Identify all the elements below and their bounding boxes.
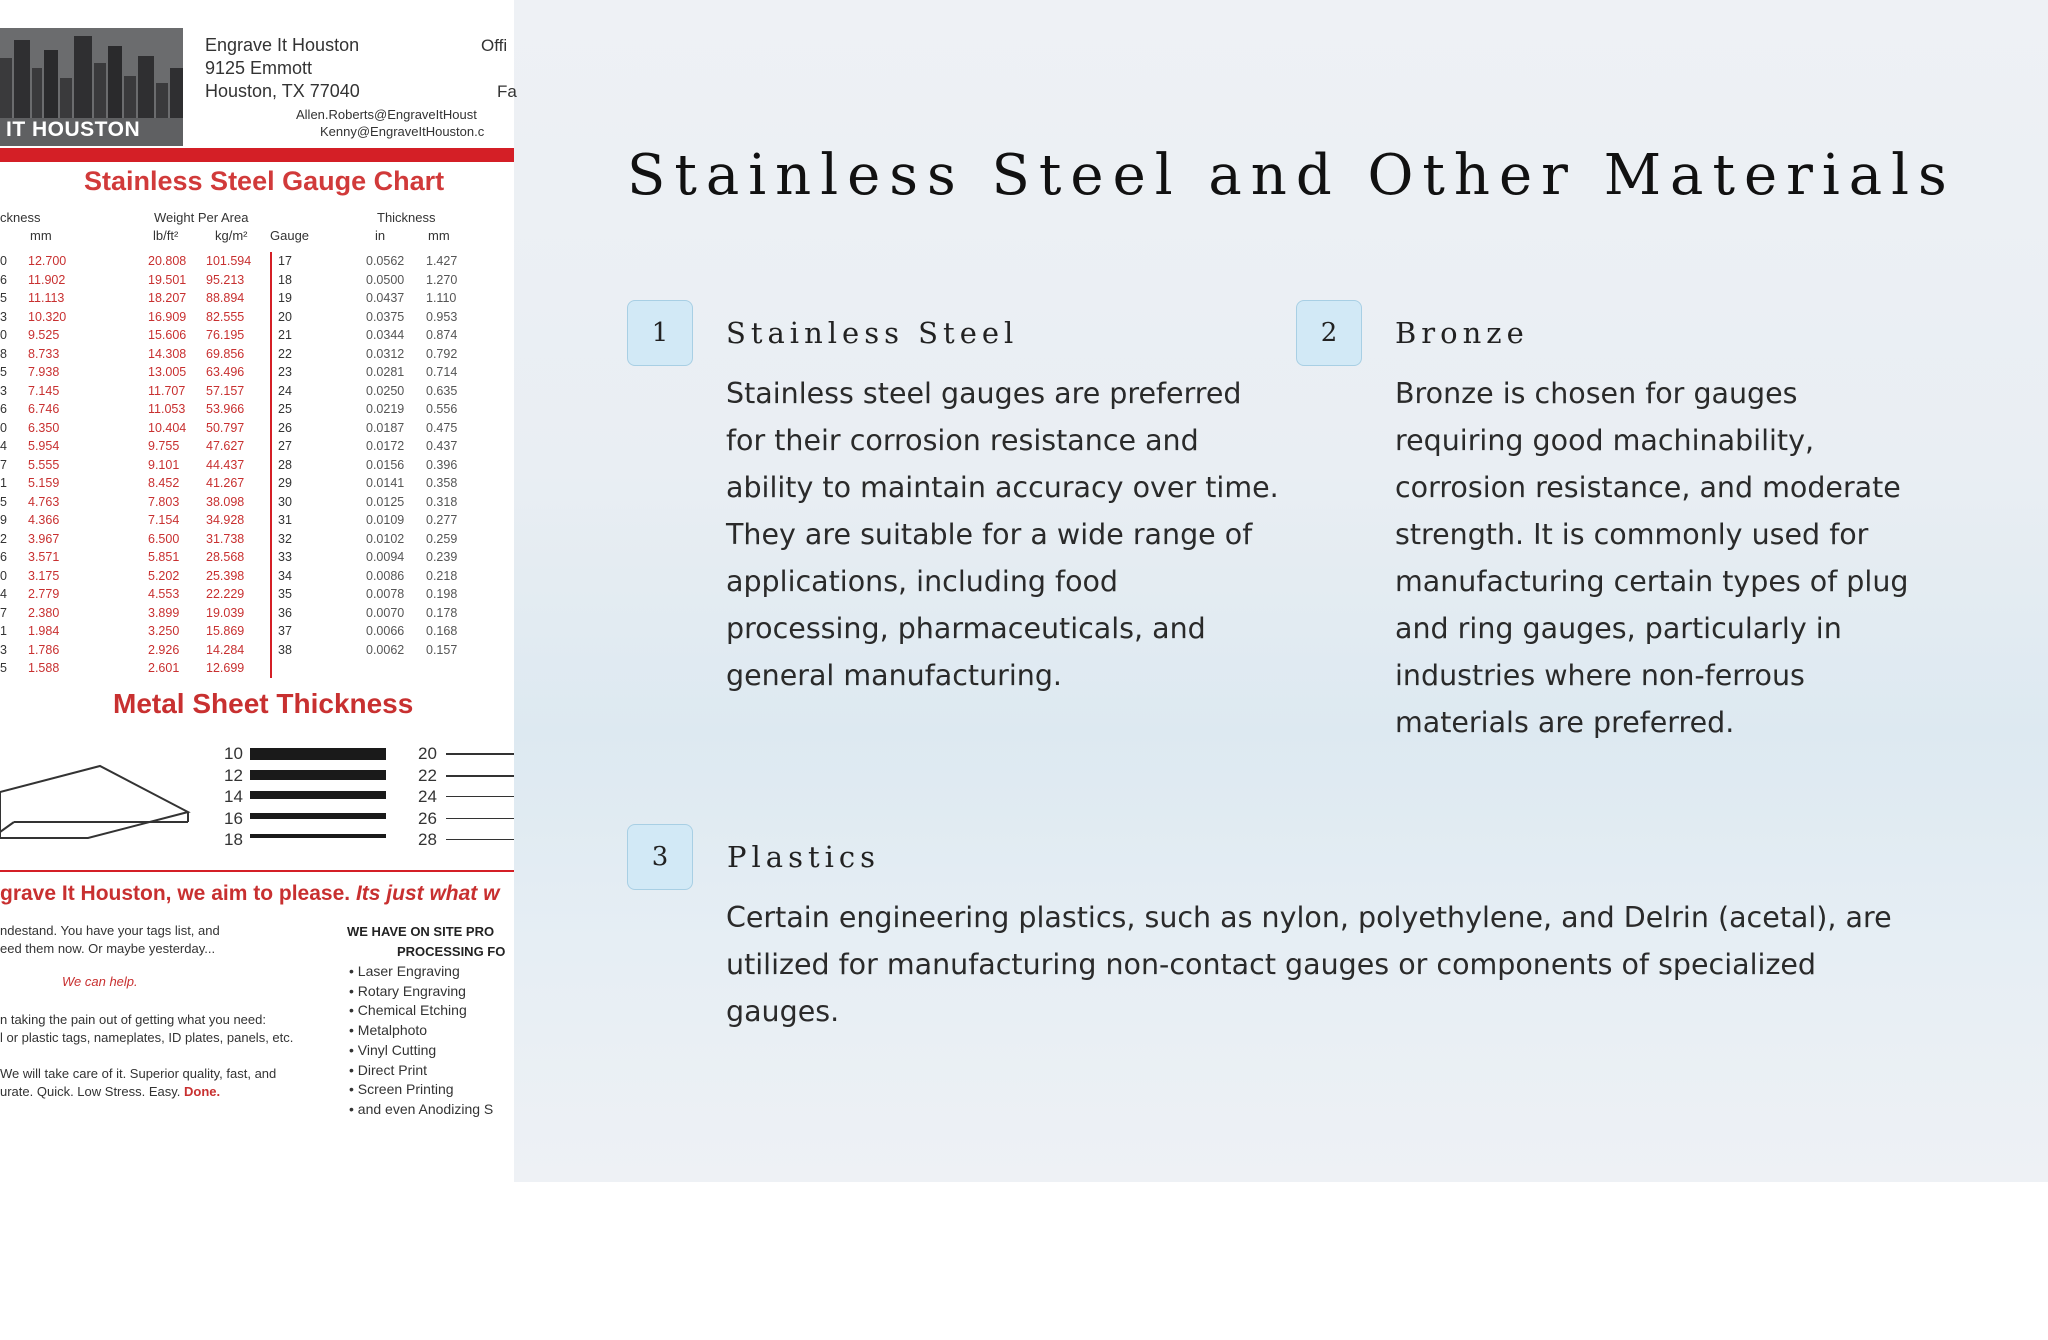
table-cell: 1.984 [28,624,60,639]
table-cell: 11.707 [148,383,186,398]
table-cell: 7 [0,457,7,472]
table-cell: 5 [0,365,7,380]
intro-paragraph [0,922,220,958]
body-line: Stainless steel gauges are preferred [726,377,1242,410]
body-line: requiring good machinability, [1395,424,1815,457]
body-line: utilized for manufacturing non-contact gauges or components of specialized [726,948,1817,981]
table-cell: 15.869 [206,624,245,639]
paragraph-line [0,1083,276,1101]
table-row [0,511,476,530]
table-cell: 20 [271,308,366,327]
done-text: Done. [184,1084,221,1099]
table-cell: 1 [0,476,7,491]
table-row [0,419,476,438]
paragraph-line: eed them now. Or maybe yesterday... [0,941,216,956]
table-cell: 8 [0,346,7,361]
gauge-number: 28 [418,830,437,850]
col-head-mm: mm [30,228,52,243]
table-row [0,641,476,660]
body-line: industries where non-ferrous [1395,659,1805,692]
table-cell: 7.803 [148,494,180,509]
table-cell: 7 [0,605,7,620]
table-cell: 31.738 [206,531,245,546]
table-cell: 8.733 [28,346,60,361]
table-cell: 33 [271,548,366,567]
table-row [0,585,476,604]
table-cell: 34 [271,567,366,586]
number-badge: 3 [627,824,693,890]
table-cell: 4.553 [148,587,180,602]
office-label: Offi [481,36,508,55]
body-line: materials are preferred. [1395,706,1735,739]
red-divider [0,148,514,162]
table-cell: 0.0500 [366,272,405,287]
table-cell [426,659,476,678]
col-head-thickness: ckness [0,210,41,225]
table-cell: 0.218 [426,568,458,583]
table-cell: 34.928 [206,513,245,528]
table-cell: 0.396 [426,457,458,472]
body-line: Certain engineering plastics, such as nylon, polyethylene, and Delrin (acetal), are [726,901,1892,934]
section-body [726,370,1286,699]
paragraph-line: ndestand. You have your tags list, and [0,923,220,938]
table-cell: 27 [271,437,366,456]
table-cell: 4.366 [28,513,60,528]
table-cell: 0.0078 [366,587,405,602]
body-line: general manufacturing. [726,659,1062,692]
body-line: Bronze is chosen for gauges [1395,377,1798,410]
table-cell: 36 [271,604,366,623]
table-row [0,548,476,567]
table-cell: 0.0344 [366,328,405,343]
body-line: and ring gauges, particularly in [1395,612,1842,645]
table-cell: 0.437 [426,439,458,454]
table-cell: 0.0281 [366,365,405,380]
section-heading: Bronze [1395,316,1529,350]
table-cell: 38 [271,641,366,660]
table-cell: 0 [0,420,7,435]
table-cell: 0.0156 [366,457,405,472]
page-title: Stainless Steel and Other Materials [627,143,1956,208]
gauge-chart-image [0,0,517,1182]
gauge-number: 12 [224,765,243,785]
body-line: corrosion resistance, and moderate [1395,471,1901,504]
table-cell: 3 [0,309,7,324]
company-address [205,34,360,103]
section-heading: Stainless Steel [726,316,1019,350]
table-cell: 11.902 [28,272,66,287]
table-cell: 1.427 [426,254,458,269]
table-row [0,326,476,345]
table-cell: 19 [271,289,366,308]
table-cell: 0.0437 [366,291,405,306]
help-text: We can help. [62,974,138,989]
table-cell: 0.0066 [366,624,405,639]
col-head-mm-2: mm [428,228,450,243]
table-cell: 0.0219 [366,402,405,417]
table-cell: 5.954 [28,439,60,454]
paragraph-line-text: urate. Quick. Low Stress. Easy. [0,1084,184,1099]
list-item: • and even Anodizing S [349,1100,493,1120]
table-cell: 1.786 [28,642,60,657]
table-cell: 0.556 [426,402,458,417]
table-cell: 11.113 [28,291,65,306]
body-line: applications, including food [726,565,1119,598]
body-line: gauges. [726,995,840,1028]
table-cell: 22 [271,345,366,364]
skyline-icon [0,28,183,118]
table-row [0,493,476,512]
table-cell: 0.0062 [366,642,405,657]
table-cell: 4 [0,587,7,602]
table-cell: 0.874 [426,328,458,343]
paragraph-line: n taking the pain out of getting what you need: [0,1012,266,1027]
table-cell: 31 [271,511,366,530]
table-cell: 0.259 [426,531,458,546]
gauge-table [0,252,476,678]
slogan-text-italic: Its just what w [355,882,500,905]
table-cell: 7.154 [148,513,180,528]
table-cell: 0.953 [426,309,458,324]
processing-heading [347,922,505,962]
table-cell: 0.168 [426,624,458,639]
table-cell: 0.0250 [366,383,405,398]
table-cell: 5.202 [148,568,180,583]
gauge-number: 10 [224,744,243,763]
table-cell: 3 [0,642,7,657]
table-cell: 14.284 [206,642,245,657]
table-cell: 26 [271,419,366,438]
gauge-number: 16 [224,808,243,828]
table-cell: 19.039 [206,605,245,620]
table-cell: 0.0109 [366,513,405,528]
gauge-thickness-bar [250,748,386,760]
table-cell: 76.195 [206,328,245,343]
table-cell: 6 [0,550,7,565]
gauge-number: 20 [418,744,437,763]
table-cell: 5.159 [28,476,60,491]
table-cell: 9.525 [28,328,60,343]
table-cell: 101.594 [206,254,252,269]
heading-line: WE HAVE ON SITE PRO [347,924,495,939]
section-heading: Plastics [727,840,881,874]
table-cell: 28 [271,456,366,475]
table-cell: 2.380 [28,605,60,620]
table-cell: 23 [271,363,366,382]
table-cell: 6.350 [28,420,60,435]
address-line: 9125 Emmott [205,58,313,78]
contact-emails [296,106,484,140]
table-cell: 15.606 [148,328,187,343]
table-cell: 29 [271,474,366,493]
number-badge: 2 [1296,300,1362,366]
table-cell: 24 [271,382,366,401]
table-row [0,289,476,308]
table-row [0,382,476,401]
gauge-thickness-line [446,839,514,840]
gauge-thickness-bar [250,834,386,838]
table-cell: 1 [0,624,7,639]
address-line: Houston, TX 77040 [205,81,360,101]
table-cell: 2 [0,531,7,546]
section-body [1395,370,1955,746]
gauge-number: 18 [224,830,243,850]
table-cell [366,659,426,678]
service-paragraph [0,1011,293,1047]
table-cell: 3 [0,383,7,398]
table-cell: 82.555 [206,309,245,324]
gauge-number: 26 [418,808,437,828]
table-cell: 0.0312 [366,346,405,361]
table-cell: 0.0086 [366,568,405,583]
list-item: • Vinyl Cutting [349,1041,493,1061]
table-cell: 32 [271,530,366,549]
table-cell: 18.207 [148,291,187,306]
table-cell: 38.098 [206,494,245,509]
table-cell: 44.437 [206,457,245,472]
table-cell: 0.635 [426,383,458,398]
table-cell: 0 [0,328,7,343]
email-line: Allen.Roberts@EngraveItHoust [296,107,477,122]
body-line: ability to maintain accuracy over time. [726,471,1279,504]
address-line: Engrave It Houston [205,35,360,55]
table-row [0,622,476,641]
table-cell: 12.699 [206,661,245,676]
table-cell: 69.856 [206,346,245,361]
list-item: • Laser Engraving [349,962,493,982]
section-body [726,894,1926,1035]
table-cell: 5 [0,494,7,509]
body-line: for their corrosion resistance and [726,424,1199,457]
table-row [0,530,476,549]
paragraph-line: l or plastic tags, nameplates, ID plates, panels, etc. [0,1030,294,1045]
body-line: processing, pharmaceuticals, and [726,612,1206,645]
table-cell: 4 [0,439,7,454]
list-item: • Metalphoto [349,1021,493,1041]
gauge-thickness-line [446,775,514,777]
table-cell: 2.926 [148,642,180,657]
table-cell: 7.938 [28,365,60,380]
slogan-text: grave It Houston, we aim to please. [0,882,356,905]
list-item: • Direct Print [349,1061,493,1081]
table-cell: 0 [0,568,7,583]
red-divider [0,870,514,872]
gauge-number: 24 [418,787,437,807]
table-cell: 0.0187 [366,420,405,435]
table-cell: 21 [271,326,366,345]
heading-line: PROCESSING FO [397,944,506,959]
table-cell: 3.571 [28,550,60,565]
table-cell: 50.797 [206,420,245,435]
table-cell: 3.899 [148,605,180,620]
table-cell: 8.452 [148,476,180,491]
table-cell: 9.101 [148,457,180,472]
table-cell: 0.157 [426,642,458,657]
table-cell [271,659,366,678]
table-cell: 0.475 [426,420,458,435]
table-cell: 6 [0,402,7,417]
table-cell: 63.496 [206,365,245,380]
table-cell: 0.0094 [366,550,405,565]
table-cell: 5 [0,291,7,306]
table-cell: 1.270 [426,272,458,287]
table-cell: 3.250 [148,624,180,639]
gauge-thickness-bar [250,791,386,799]
table-cell: 0.0172 [366,439,405,454]
table-cell: 0.0125 [366,494,405,509]
gauge-number: 22 [418,765,437,785]
table-cell: 0.0375 [366,309,405,324]
table-row [0,456,476,475]
gauge-thickness-line [446,818,514,819]
table-cell: 6.746 [28,402,60,417]
table-row [0,659,476,678]
email-line: Kenny@EngraveItHouston.c [320,124,485,139]
gauge-thickness-line [446,753,514,755]
table-cell: 5 [0,661,7,676]
table-cell: 0.277 [426,513,458,528]
number-badge: 1 [627,300,693,366]
table-cell: 0 [0,254,7,269]
col-head-lbft: lb/ft² [153,228,179,243]
table-cell: 88.894 [206,291,245,306]
table-cell: 95.213 [206,272,245,287]
table-cell: 5.851 [148,550,180,565]
gauge-number: 14 [224,787,243,807]
table-cell: 0.0562 [366,254,405,269]
metal-sheet-title: Metal Sheet Thickness [113,688,414,719]
table-row [0,363,476,382]
table-cell: 57.157 [206,383,245,398]
table-row [0,474,476,493]
table-cell: 10.404 [148,420,187,435]
table-row [0,400,476,419]
table-cell: 6 [0,272,7,287]
table-cell: 17 [271,252,366,271]
table-cell: 30 [271,493,366,512]
table-cell: 0.0141 [366,476,405,491]
table-cell: 13.005 [148,365,187,380]
table-cell: 0.239 [426,550,458,565]
table-cell: 0.792 [426,346,458,361]
table-cell: 35 [271,585,366,604]
table-cell: 0.714 [426,365,458,380]
col-head-kgm: kg/m² [215,228,248,243]
gauge-thickness-bar [250,770,386,780]
list-item: • Screen Printing [349,1080,493,1100]
company-logo [0,28,183,146]
table-cell: 6.500 [148,531,180,546]
gauge-thickness-bar [250,813,386,819]
table-cell: 3.967 [28,531,60,546]
table-cell: 22.229 [206,587,245,602]
table-cell: 53.966 [206,402,245,417]
processing-list [349,962,493,1120]
table-cell: 12.700 [28,254,67,269]
col-head-thickness-2: Thickness [377,210,436,225]
gauge-chart-title: Stainless Steel Gauge Chart [84,166,445,196]
table-cell: 10.320 [28,309,67,324]
col-head-weight: Weight Per Area [154,210,249,225]
table-cell: 20.808 [148,254,187,269]
table-cell: 14.308 [148,346,187,361]
table-cell: 0.0070 [366,605,405,620]
table-cell: 1.588 [28,661,60,676]
table-row [0,567,476,586]
table-cell: 0.198 [426,587,458,602]
table-cell: 37 [271,622,366,641]
table-row [0,437,476,456]
table-cell: 25 [271,400,366,419]
table-cell: 28.568 [206,550,245,565]
table-cell: 5.555 [28,457,60,472]
table-row [0,252,476,271]
table-cell: 16.909 [148,309,187,324]
logo-text: IT HOUSTON [6,118,141,141]
table-cell: 19.501 [148,272,187,287]
table-cell: 0.358 [426,476,458,491]
promise-paragraph [0,1065,276,1101]
table-cell: 0.318 [426,494,458,509]
table-cell: 7.145 [28,383,60,398]
fax-label: Fa [497,82,517,101]
col-head-in: in [375,228,386,243]
gauge-thickness-line [446,796,514,797]
table-row [0,308,476,327]
metal-plate-drawing [0,760,200,840]
table-cell: 9 [0,513,7,528]
table-cell: 2.601 [148,661,180,676]
paragraph-line: We will take care of it. Superior quality, fast, and [0,1066,277,1081]
table-cell: 41.267 [206,476,245,491]
table-cell: 1.110 [426,291,457,306]
list-item: • Chemical Etching [349,1001,493,1021]
body-line: strength. It is commonly used for [1395,518,1869,551]
table-cell: 0.0102 [366,531,405,546]
table-cell: 0.178 [426,605,458,620]
table-cell: 9.755 [148,439,180,454]
slogan [0,882,499,906]
col-head-gauge: Gauge [270,228,310,243]
table-cell: 25.398 [206,568,245,583]
list-item: • Rotary Engraving [349,982,493,1002]
table-cell: 2.779 [28,587,60,602]
table-row [0,345,476,364]
body-line: They are suitable for a wide range of [726,518,1253,551]
table-row [0,604,476,623]
table-cell: 18 [271,271,366,290]
table-cell: 11.053 [148,402,186,417]
table-cell: 3.175 [28,568,60,583]
table-cell: 47.627 [206,439,245,454]
table-row [0,271,476,290]
table-cell: 4.763 [28,494,60,509]
body-line: manufacturing certain types of plug [1395,565,1909,598]
